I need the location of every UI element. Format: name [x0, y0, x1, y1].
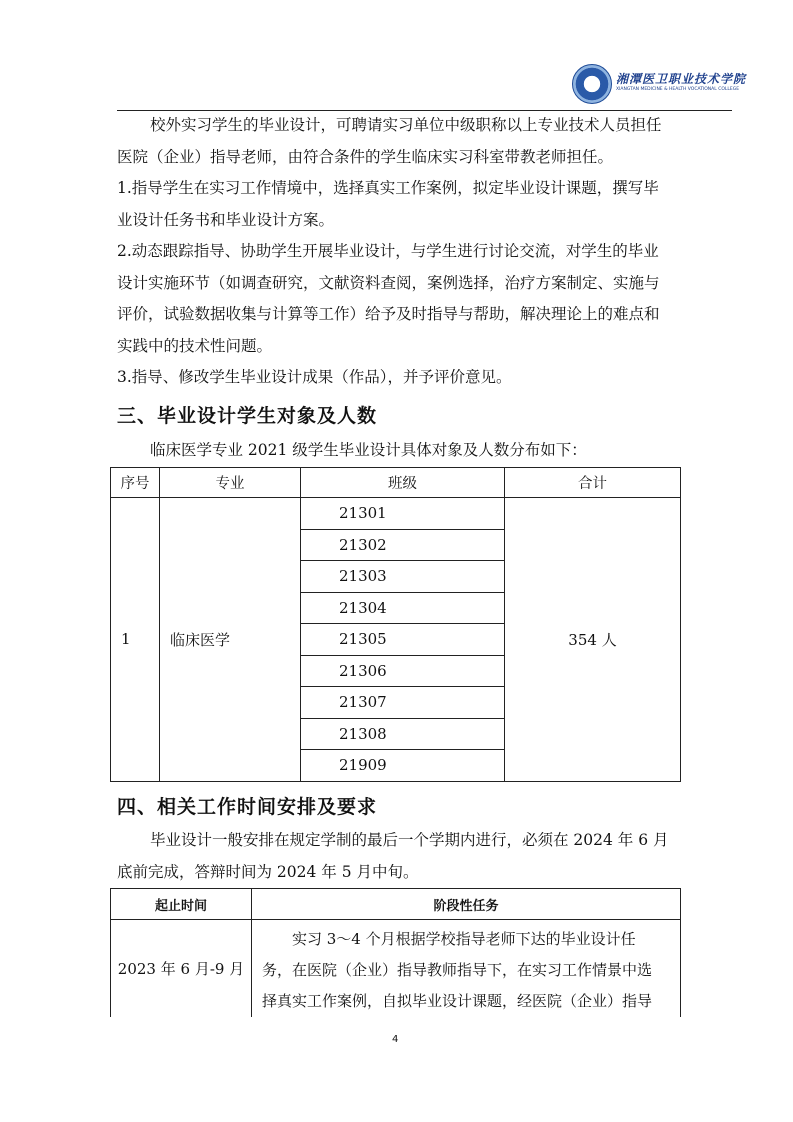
class-cell: 21308 [301, 718, 505, 750]
class-cell: 21307 [301, 687, 505, 719]
student-count-table [110, 467, 681, 782]
col-header-seq: 序号 [111, 468, 160, 498]
class-cell: 21909 [301, 750, 505, 782]
col-header-major: 专业 [160, 468, 301, 498]
class-cell: 21303 [301, 561, 505, 593]
col-header-time: 起止时间 [111, 889, 252, 920]
class-cell: 21305 [301, 624, 505, 656]
intro-text [117, 110, 687, 394]
school-emblem-icon [572, 64, 612, 104]
text-line: 业设计任务书和毕业设计方案。 [117, 210, 335, 229]
table-row [111, 498, 681, 530]
text-line: 设计实施环节（如调查研究，文献资料查阅，案例选择，治疗方案制定、实施与 [117, 273, 660, 292]
table-row [111, 920, 681, 1018]
text-line: 实习 3～4 个月根据学校指导老师下达的毕业设计任 [292, 930, 636, 948]
text-line: 医院（企业）指导老师，由符合条件的学生临床实习科室带教老师担任。 [117, 147, 614, 166]
text-line: 择真实工作案例，自拟毕业设计课题，经医院（企业）指导 [262, 992, 653, 1010]
text-line: 评价，试验数据收集与计算等工作）给予及时指导与帮助，解决理论上的难点和 [117, 305, 660, 323]
text-line: 校外实习学生的毕业设计，可聘请实习单位中级职称以上专业技术人员担任 [150, 116, 662, 134]
text-line: 务，在医院（企业）指导教师指导下，在实习工作情景中选 [262, 961, 653, 979]
text-line: 1.指导学生在实习工作情境中，选择真实工作案例，拟定毕业设计课题，撰写毕 [117, 179, 659, 197]
page-number: 4 [392, 1034, 399, 1045]
class-cell: 21302 [301, 529, 505, 561]
task-cell [252, 920, 681, 1018]
school-logo [572, 64, 747, 108]
col-header-total: 合计 [505, 468, 681, 498]
total-cell: 354 人 [505, 498, 681, 782]
school-name: 湘潭医卫职业技术学院 [616, 72, 747, 86]
table-header-row [111, 468, 681, 498]
text-line: 2.动态跟踪指导、协助学生开展毕业设计，与学生进行讨论交流，对学生的毕业 [117, 242, 659, 260]
school-name-en: XIANGTAN MEDICINE & HEALTH VOCATIONAL COLLEGE [616, 87, 740, 92]
class-cell: 21301 [301, 498, 505, 530]
class-cell: 21306 [301, 655, 505, 687]
text-line: 3.指导、修改学生毕业设计成果（作品），并予评价意见。 [117, 368, 512, 386]
text-line: 底前完成，答辩时间为 2024 年 5 月中旬。 [117, 862, 419, 881]
section-heading: 三、毕业设计学生对象及人数 [117, 405, 378, 427]
section-desc [117, 435, 720, 467]
col-header-class: 班级 [301, 468, 505, 498]
time-cell: 2023 年 6 月-9 月 [111, 920, 252, 1018]
table-header-row [111, 889, 681, 920]
section-desc [117, 825, 687, 888]
section-heading: 四、相关工作时间安排及要求 [117, 796, 378, 818]
seq-cell: 1 [111, 498, 160, 782]
class-cell: 21304 [301, 592, 505, 624]
schedule-table [110, 888, 681, 1017]
text-line: 毕业设计一般安排在规定学制的最后一个学期内进行，必须在 2024 年 6 月 [150, 831, 669, 849]
major-cell: 临床医学 [160, 498, 301, 782]
col-header-task: 阶段性任务 [252, 889, 681, 920]
text-line: 临床医学专业 2021 级学生毕业设计具体对象及人数分布如下： [150, 441, 587, 459]
text-line: 实践中的技术性问题。 [117, 336, 273, 355]
